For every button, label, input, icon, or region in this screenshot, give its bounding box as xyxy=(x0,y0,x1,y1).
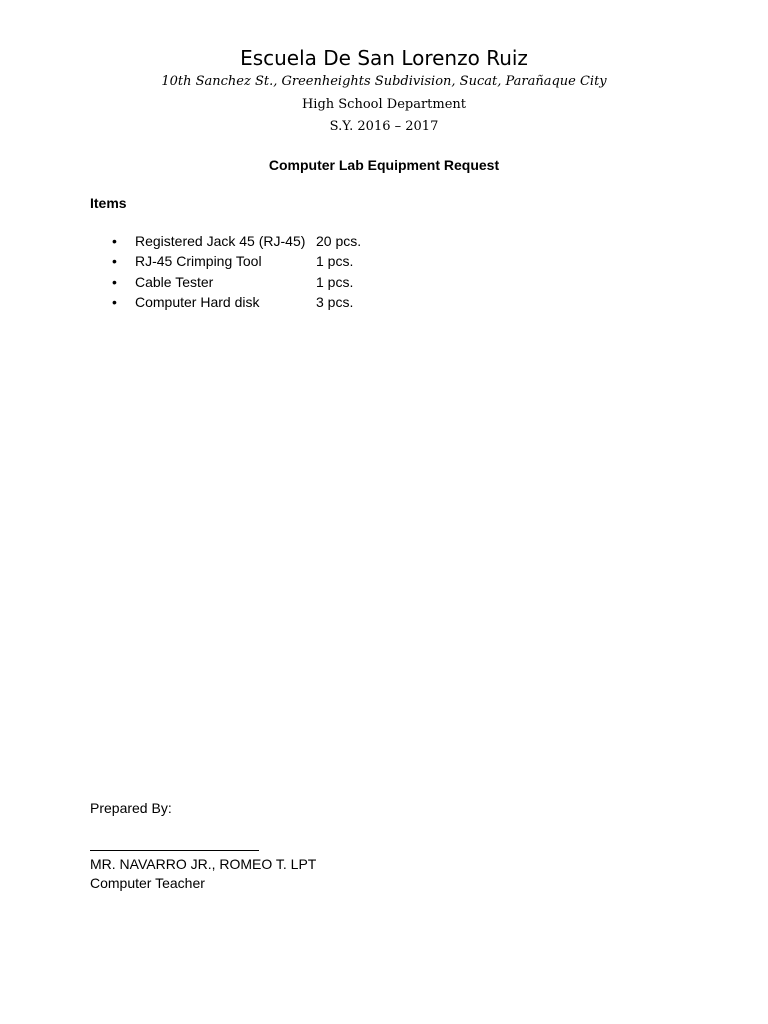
item-quantity: 3 pcs. xyxy=(316,293,354,310)
bullet-icon: • xyxy=(112,233,117,249)
item-quantity: 20 pcs. xyxy=(316,233,362,249)
department: High School Department xyxy=(301,97,467,112)
bullet-icon: • xyxy=(112,293,117,310)
prepared-by-label: Prepared By: xyxy=(90,800,172,816)
document-title: Computer Lab Equipment Request xyxy=(268,157,500,173)
bullet-icon: • xyxy=(112,253,117,270)
item-name: Computer Hard disk xyxy=(135,293,260,310)
signer-role: Computer Teacher xyxy=(90,875,205,891)
item-quantity: 1 pcs. xyxy=(316,253,354,270)
signature-line xyxy=(90,850,259,851)
school-name: Escuela De San Lorenzo Ruiz xyxy=(240,46,528,70)
items-heading: Items xyxy=(90,195,127,211)
signer-name: MR. NAVARRO JR., ROMEO T. LPT xyxy=(90,856,317,872)
item-name: Registered Jack 45 (RJ-45) xyxy=(135,233,306,249)
bullet-icon: • xyxy=(112,273,117,290)
item-name: Cable Tester xyxy=(135,273,214,290)
item-quantity: 1 pcs. xyxy=(316,273,354,290)
school-year: S.Y. 2016 – 2017 xyxy=(329,119,439,134)
item-name: RJ-45 Crimping Tool xyxy=(135,253,262,270)
school-address: 10th Sanchez St., Greenheights Subdivision, Sucat, Parañaque City xyxy=(161,74,607,89)
